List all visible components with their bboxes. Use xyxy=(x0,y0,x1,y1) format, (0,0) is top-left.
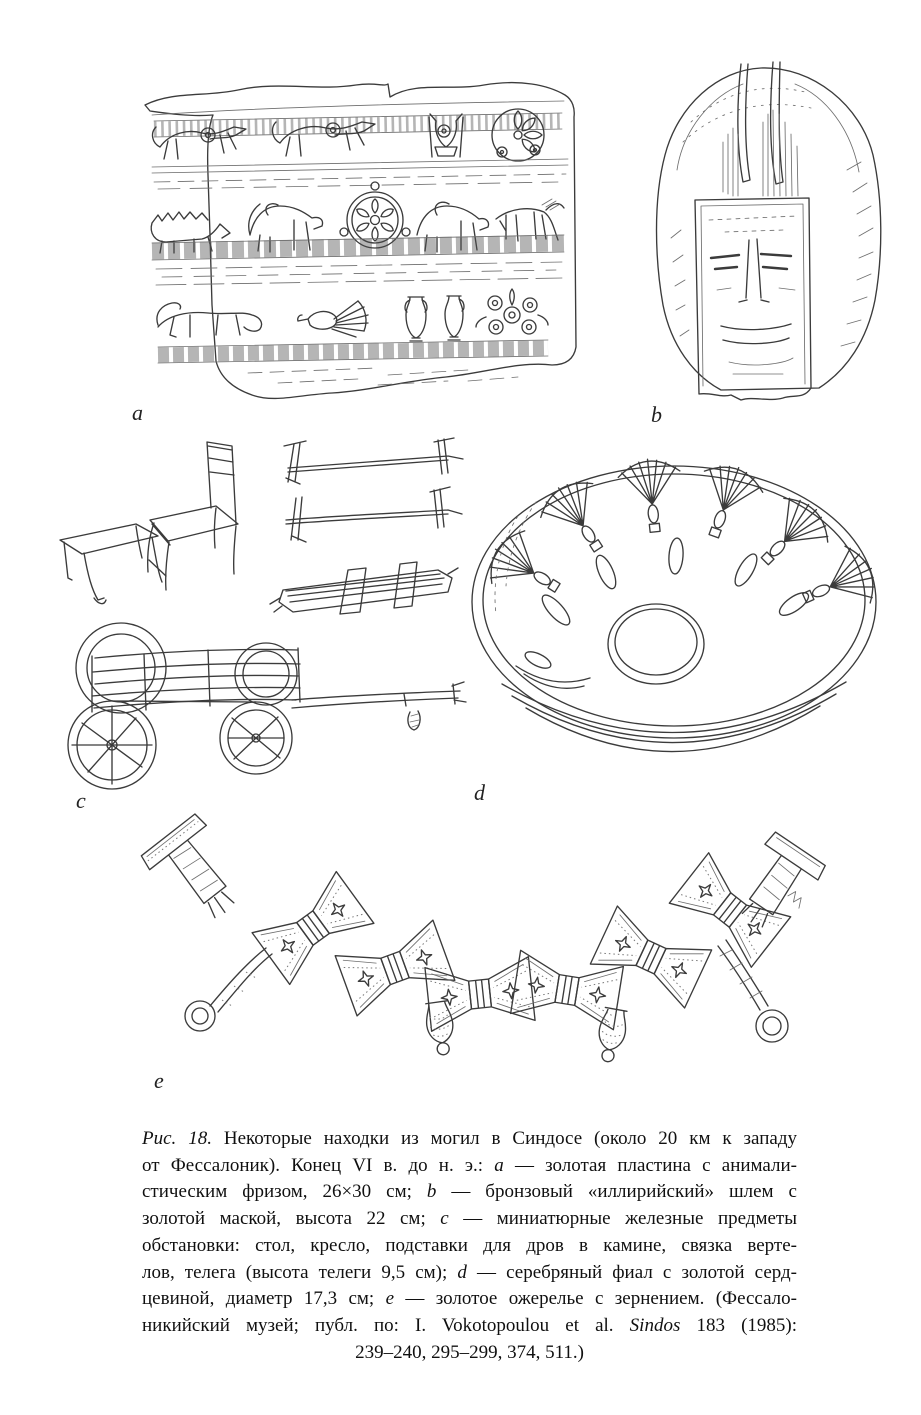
figure-d-panel xyxy=(460,452,885,805)
figure-a-panel xyxy=(128,55,583,425)
caption-line: 239–240, 295–299, 374, 511.) xyxy=(355,1341,584,1363)
figure-a-label: a xyxy=(132,400,143,425)
caption-line: лов, телега (высота телеги 9,5 см); d — серебряный фиал с золотой серд- xyxy=(142,1261,797,1283)
miniature-furniture-illustration xyxy=(48,428,468,806)
caption-line: стическим фризом, 26×30 см; b — бронзовый «иллирийский» шлем с xyxy=(142,1181,797,1203)
phiale-illustration xyxy=(460,452,885,774)
caption-line: Рис. 18. Некоторые находки из могил в Синдосе (около 20 км к западу xyxy=(142,1128,797,1149)
caption-line: обстановки: стол, кресло, подставки для дров в камине, связка верте- xyxy=(142,1234,797,1256)
caption-line: цевиной, диаметр 17,3 см; e — золотое ожерелье с зернением. (Фессало- xyxy=(142,1288,797,1310)
caption-line: золотой маской, высота 22 см; c — миниатюрные железные предметы xyxy=(142,1208,797,1230)
figure-c-label: c xyxy=(76,788,86,813)
figure-c-panel xyxy=(48,428,468,813)
figure-e-label: e xyxy=(154,1068,164,1093)
figure-e-panel xyxy=(130,810,845,1102)
figure-b-panel xyxy=(633,50,918,427)
caption-line: никийский музей; публ. по: I. Vokotopoulou et al. Sindos 183 (1985): xyxy=(142,1314,797,1336)
caption-line: от Фессалоник). Конец VI в. до н. э.: a — золотая пластина с анимали- xyxy=(142,1154,798,1176)
figure-caption xyxy=(142,1126,797,1366)
helmet-illustration xyxy=(633,50,918,410)
necklace-illustration xyxy=(130,810,845,1102)
figure-d-label: d xyxy=(474,780,485,805)
figure-b-label: b xyxy=(651,402,662,427)
gold-plaque-illustration xyxy=(128,55,583,405)
